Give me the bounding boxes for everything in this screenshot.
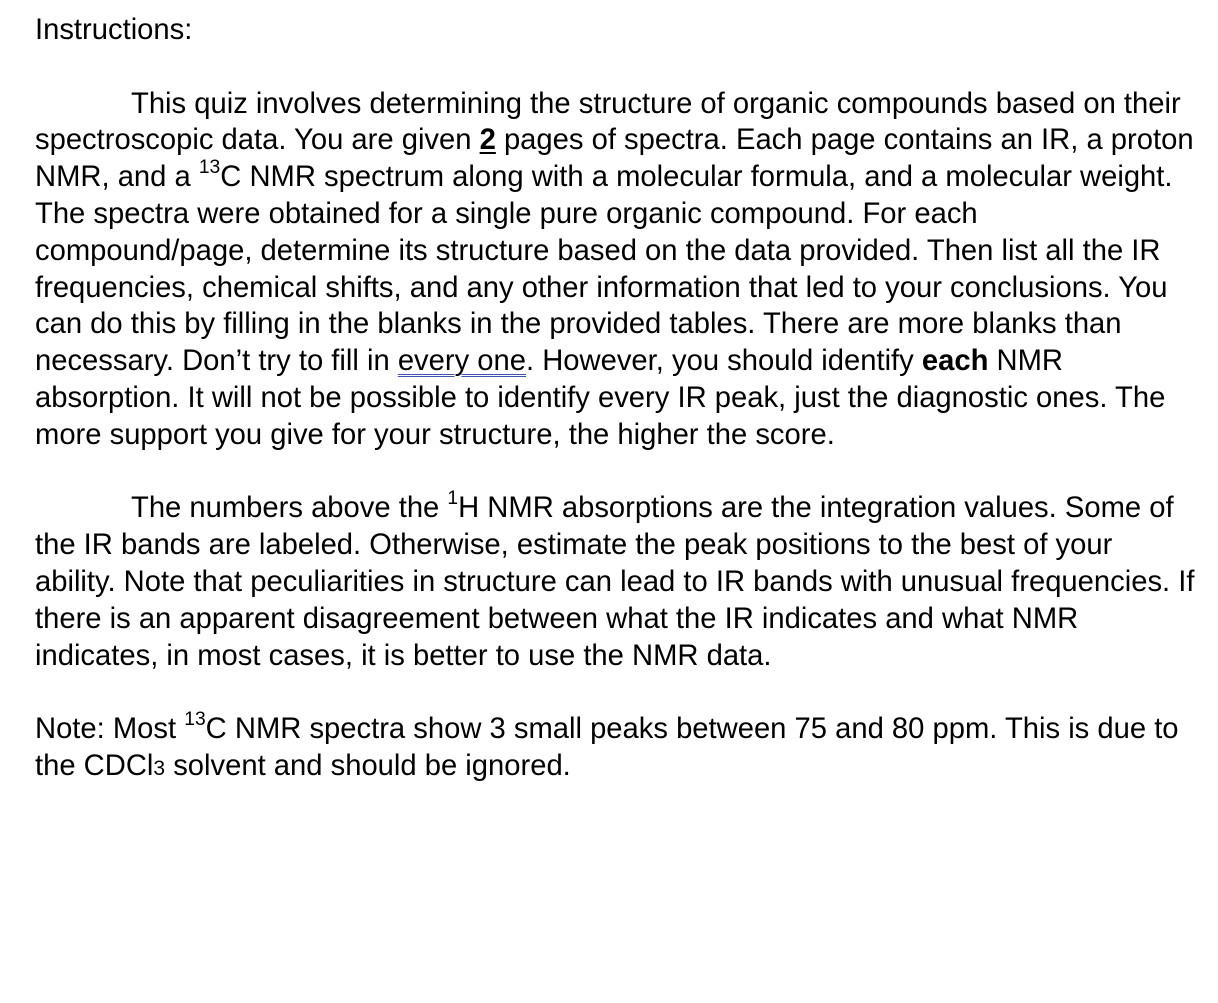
paragraph-quiz-overview: [35, 86, 1195, 454]
blank-line: [35, 49, 1195, 86]
paragraph-integration-notes: [35, 490, 1195, 674]
integration-text-2c: s are the integration values. Some of the IR bands are labeled. Otherwise, estimate the peak positions to the best of your ability. Note that peculiarities in structure can lead to IR bands with unusual frequencies. If there is an apparent disagreement between what the IR indicates and what NMR indicates, in most cases, it is better to use the NMR data.: [35, 492, 1195, 672]
integration-text-2b: n: [681, 492, 699, 525]
instructions-heading: Instructions:: [35, 14, 193, 46]
each-bold: each: [921, 345, 989, 378]
integration-text-1: The numbers above the: [131, 492, 448, 525]
subscript-3: 3: [153, 756, 166, 780]
overview-text-5: NMR absorption. It will not be possible to identify every IR peak, just the diagnostic ones. The more support you give for your structure, the higher the score.: [35, 345, 1166, 451]
note-text-1: Note: Most: [35, 713, 185, 746]
overview-text-1: This quiz involves determining the structure of organic compounds based on their spectroscopic data. You are given: [35, 87, 1181, 157]
blank-line: [35, 674, 1195, 711]
paragraph-solvent-note: [35, 711, 1195, 788]
superscript-13: 13: [184, 709, 206, 731]
overview-text-2: pages of spectra. Each page contains an IR, a proton NMR, and a: [35, 124, 1194, 194]
overview-text-3: C NMR spectrum along with a molecular formula, and a molecular weight. The spectra were obtained for a single pure organic compound. For each compound/page, determine its structure based on the data provided. Then list all the IR frequencies, chemical shifts, and any other information that led to your conclusions. You can do this by filling in the blanks in the provided tables. There are more blanks than necessary. Don’t try to fill in: [35, 161, 1173, 378]
every-one-underlined: every one: [397, 345, 526, 378]
note-text-3: solvent and should be ignored.: [165, 749, 571, 782]
superscript-13: 13: [198, 157, 221, 179]
superscript-1: 1: [447, 488, 459, 510]
blank-line: [35, 454, 1195, 491]
instructions-document: [35, 12, 1195, 788]
overview-text-4: . However, you should identify: [526, 345, 922, 378]
note-text-2: C NMR spectra show 3 small peaks between 75 and 80 ppm. This is due to the CDCl: [35, 713, 1179, 782]
pages-count: 2: [479, 124, 496, 157]
integration-text-2a: H NMR absorptio: [458, 492, 682, 525]
